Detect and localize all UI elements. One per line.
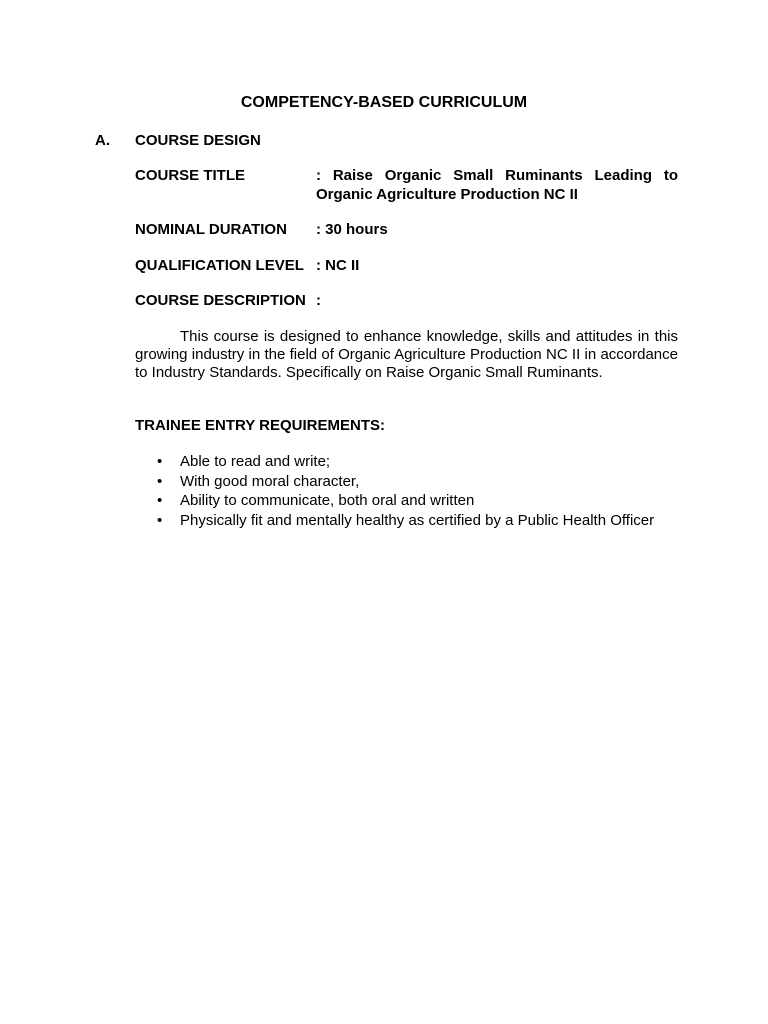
qualification-level-value: : NC II: [316, 257, 360, 274]
course-title-value: : Raise Organic Small Ruminants Leading to Organic Agriculture Production NC II: [316, 167, 678, 203]
bullet-icon: •: [157, 453, 163, 470]
requirement-text: Ability to communicate, both oral and written: [180, 492, 475, 509]
course-description-label: COURSE DESCRIPTION: [135, 292, 306, 309]
page-title: COMPETENCY-BASED CURRICULUM: [240, 94, 528, 111]
bullet-icon: •: [157, 511, 163, 529]
course-title-field: [135, 166, 678, 206]
bullet-icon: •: [157, 492, 163, 509]
section-title: COURSE DESIGN: [135, 132, 261, 149]
nominal-duration-field: [135, 220, 678, 240]
requirements-heading: TRAINEE ENTRY REQUIREMENTS:: [135, 417, 386, 434]
section-heading: [95, 131, 261, 150]
list-item: [135, 511, 695, 531]
qualification-level-label: QUALIFICATION LEVEL: [135, 257, 304, 274]
requirement-text: Able to read and write;: [180, 453, 331, 470]
bullet-icon: •: [157, 472, 163, 490]
requirement-text: Physically fit and mentally healthy as certified by a Public Health Officer: [180, 511, 655, 529]
section-letter: A.: [95, 132, 110, 149]
requirements-list: [135, 452, 695, 530]
list-item: [135, 491, 695, 511]
requirement-text: With good moral character,: [180, 472, 360, 490]
course-description-text: This course is designed to enhance knowledge, skills and attitudes in this growing industry in the field of Organic Agriculture Production NC II in accordance to Industry Standards. Specifically on Raise Organic Small Ruminants.: [135, 328, 678, 381]
list-item: [135, 472, 695, 492]
course-description-field: [135, 291, 678, 311]
qualification-level-field: [135, 256, 678, 276]
course-title-label: COURSE TITLE: [135, 167, 246, 184]
nominal-duration-value: : 30 hours: [316, 221, 388, 238]
list-item: [135, 452, 695, 472]
nominal-duration-label: NOMINAL DURATION: [135, 221, 287, 238]
course-description-colon: :: [316, 292, 321, 309]
